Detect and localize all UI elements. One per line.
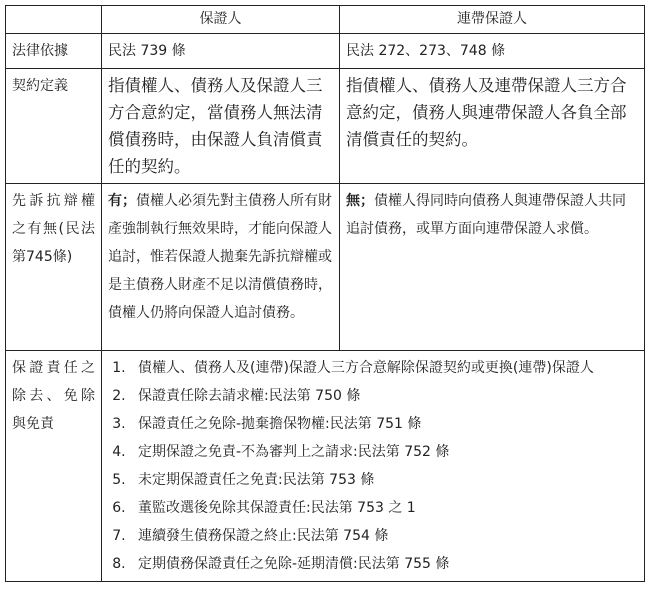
cell-items — [102, 351, 645, 582]
prefix: 無； — [346, 193, 374, 209]
row-label: 法律依據 — [6, 34, 102, 69]
list-item: 1. 債權人、債務人及(連帶)保證人三方合意解除保證契約或更換(連帶)保證人 — [130, 354, 638, 382]
list-item: 2. 保證責任除去請求權:民法第 750 條 — [130, 382, 638, 410]
cell-guarantor: 民法 739 條 — [102, 34, 340, 69]
table-row-defense — [6, 184, 645, 351]
cell-guarantor: 指債權人、債務人及保證人三方合意約定，當債務人無法清償債務時，由保證人負清償責任的契約。 — [102, 69, 340, 184]
cell-guarantor — [102, 184, 340, 351]
cell-joint — [340, 184, 645, 351]
row-label: 契約定義 — [6, 69, 102, 184]
table-row-legal-basis — [6, 34, 645, 69]
header-row — [6, 6, 645, 34]
row-label: 保證責任之除去、免除與免責 — [6, 351, 102, 582]
header-joint-guarantor: 連帶保證人 — [340, 6, 645, 34]
list-item: 4. 定期保證之免責-不為審判上之請求:民法第 752 條 — [130, 438, 638, 466]
list-item: 3. 保證責任之免除-拋棄擔保物權:民法第 751 條 — [130, 410, 638, 438]
prefix: 有； — [108, 193, 136, 209]
text: 債權人得同時向債務人與連帶保證人共同追討債務，或單方面向連帶保證人求償。 — [346, 193, 626, 237]
list-item: 8. 定期債務保證責任之免除-延期清償:民法第 755 條 — [130, 550, 638, 578]
text: 債權人必須先對主債務人所有財產強制執行無效果時，才能向保證人追討，惟若保證人拋棄先訴抗辯權或是主債務人財產不足以清償債務時，債權人仍將向保證人追討債務。 — [108, 193, 332, 321]
list-item: 5. 未定期保證責任之免責:民法第 753 條 — [130, 466, 638, 494]
list-item: 7. 連續發生債務保證之終止:民法第 754 條 — [130, 522, 638, 550]
cell-joint: 民法 272、273、748 條 — [340, 34, 645, 69]
cell-joint: 指債權人、債務人及連帶保證人三方合意約定，債務人與連帶保證人各負全部清償責任的契約。 — [340, 69, 645, 184]
table-row-release — [6, 351, 645, 582]
list-item: 6. 董監改選後免除其保證責任:民法第 753 之 1 — [130, 494, 638, 522]
release-list — [108, 354, 638, 578]
table-row-definition — [6, 69, 645, 184]
header-guarantor: 保證人 — [102, 6, 340, 34]
comparison-table — [5, 5, 645, 582]
row-label: 先訴抗辯權之有無(民法第745條) — [6, 184, 102, 351]
header-blank — [6, 6, 102, 34]
